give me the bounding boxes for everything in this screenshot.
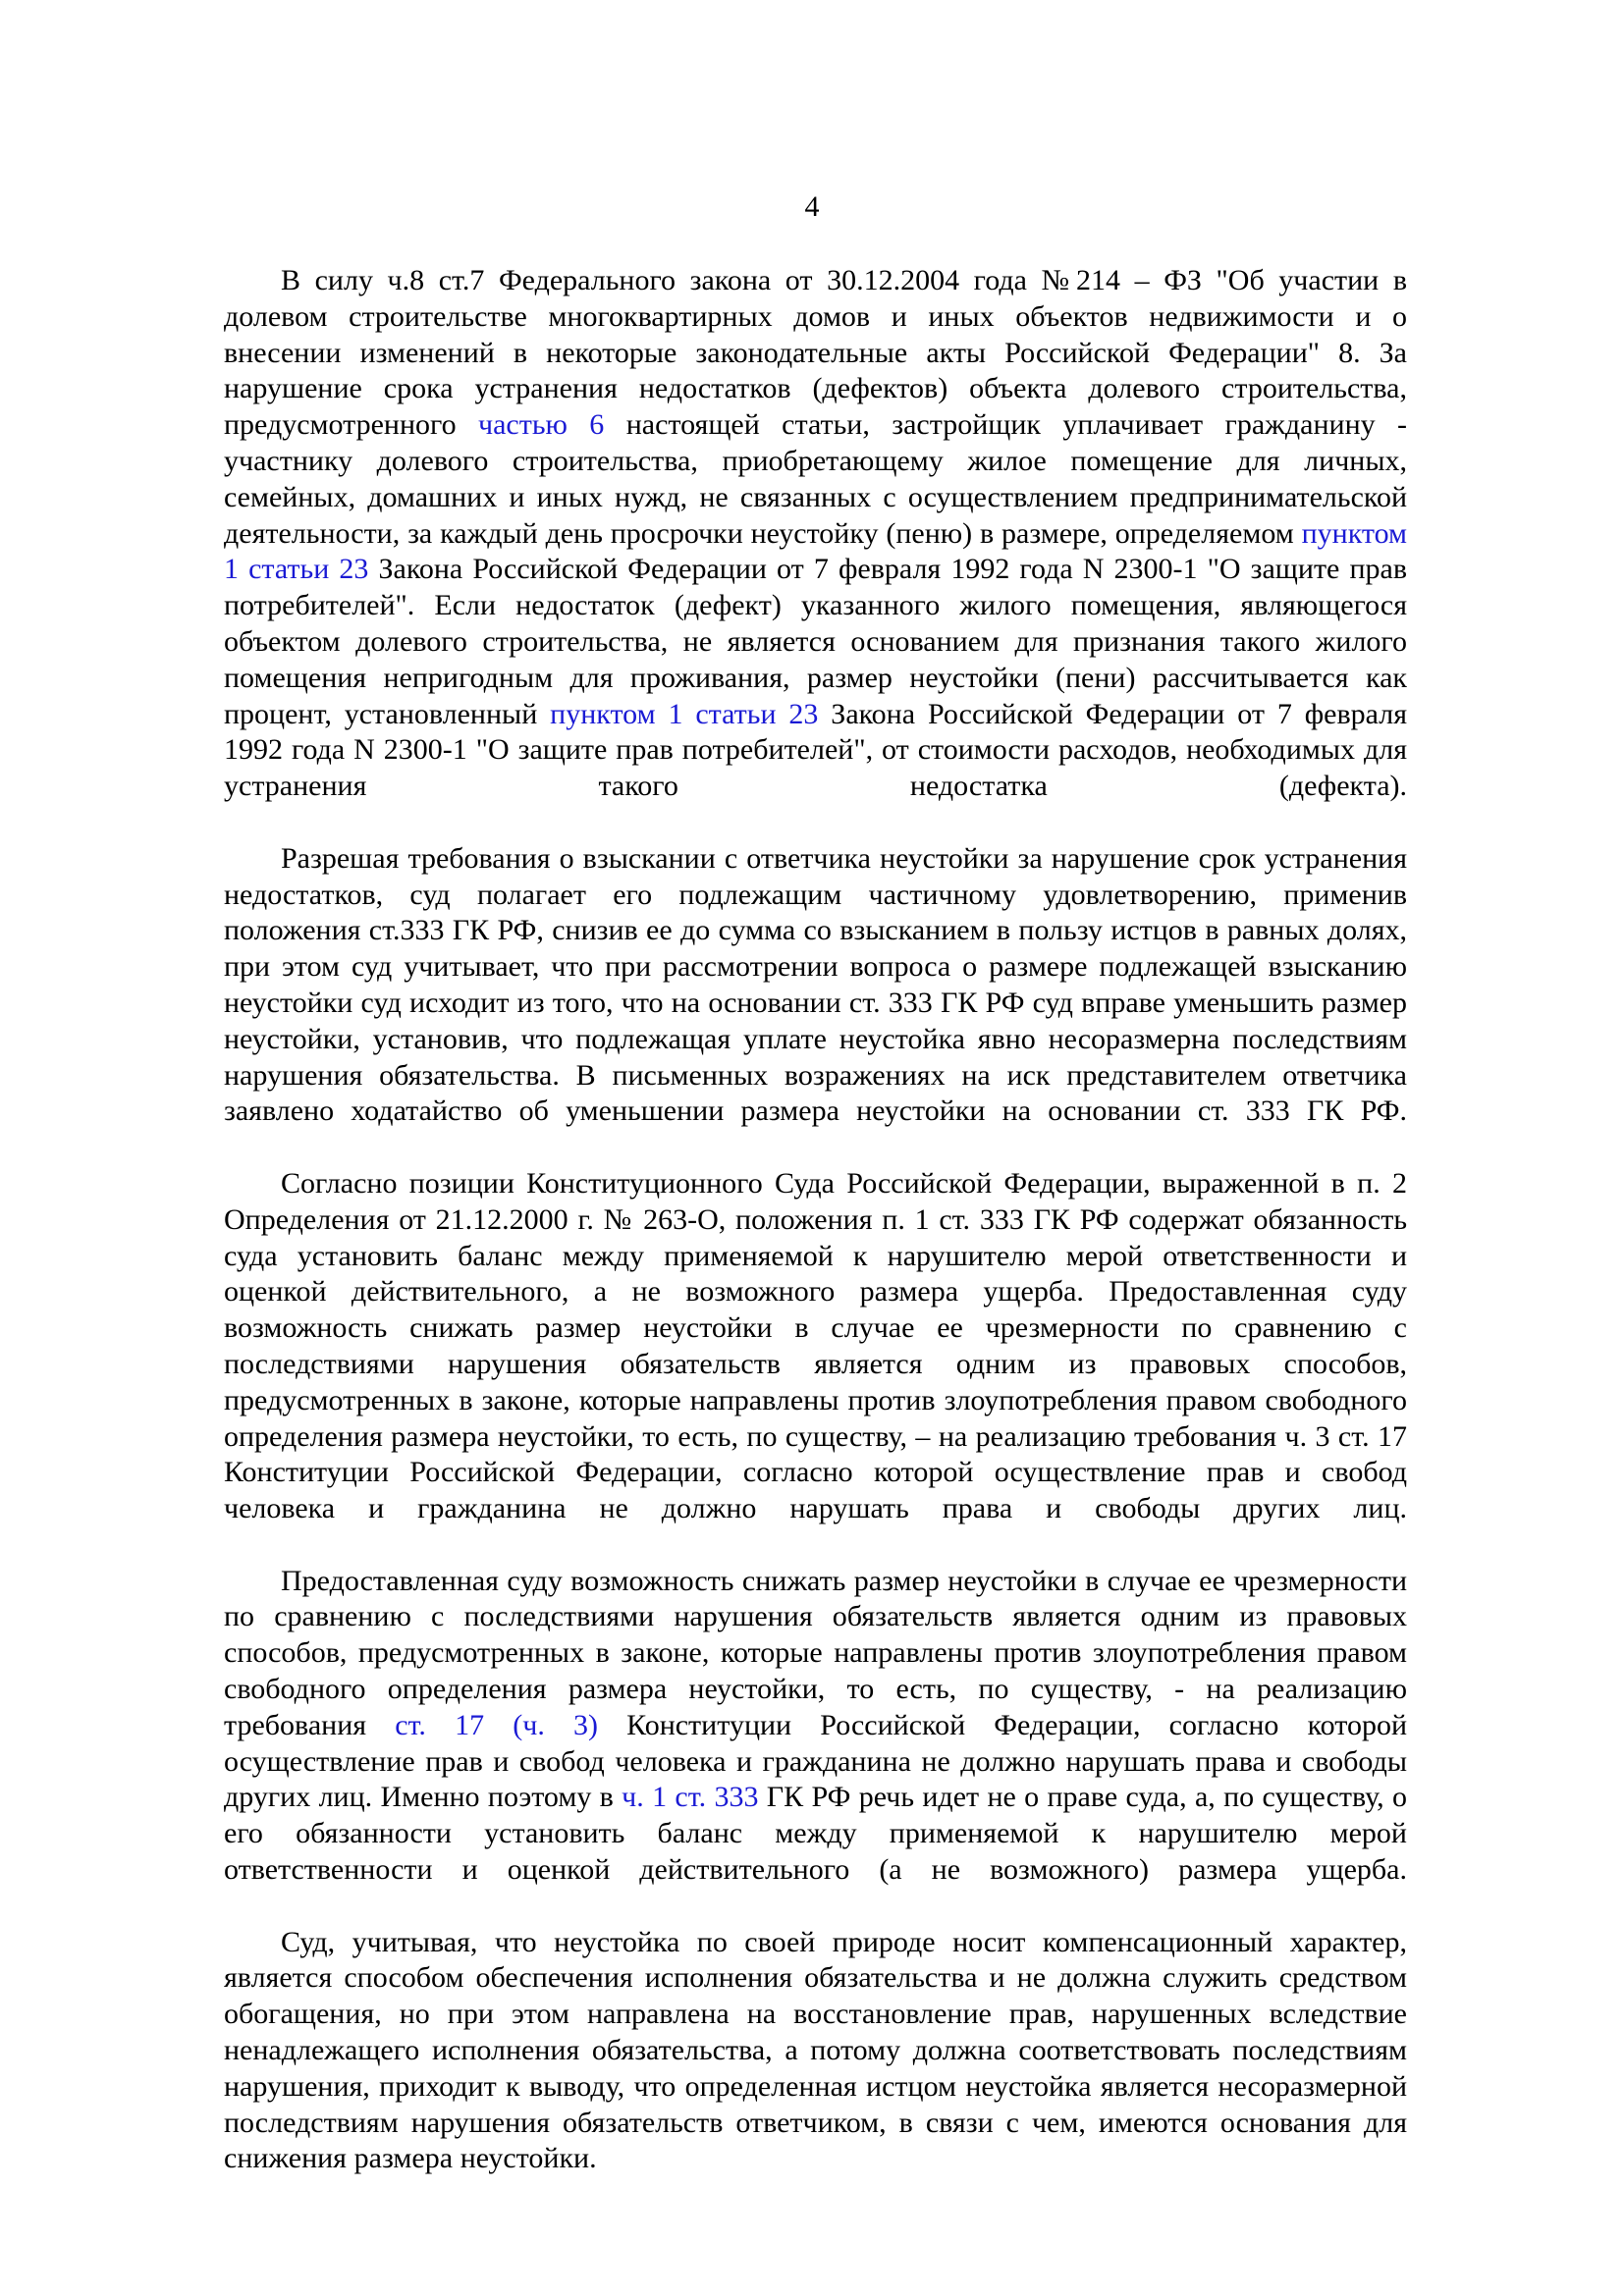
legal-reference-link[interactable]: пунктом 1 статьи 23 [224, 516, 1407, 586]
paragraph-text: настоящей статьи, застройщик уплачивает гражданину - участнику долевого строительства, приобретающему жилое помещение для личных, семейных, домашних и иных нужд, не связанных с осуществлением предпринимательской деятельности, за каждый день просрочки неустойку (пеню) в размере, определяемом [224, 408, 1408, 550]
paragraph-text: Закона Российской Федерации от 7 февраля 1992 года N 2300-1 "О защите прав потребителей". Если недостаток (дефект) указанного жилого помещения, являющегося объектом долевого строительства, не является основанием для признания такого жилого помещения непригодным для проживания, размер неустойки (пени) рассчитывается как процент, установленный [224, 553, 1408, 730]
document-body [224, 263, 1407, 2177]
paragraph-text: Суд, учитывая, что неустойка по своей природе носит компенсационный характер, является способом обеспечения исполнения обязательства и не должна служить средством обогащения, но при этом направлена на восстановление прав, нарушенных вследствие ненадлежащего исполнения обязательства, а потому должна соответствовать последствиям нарушения, приходит к выводу, что определенная истцом неустойка является несоразмерной последствиям нарушения обязательств ответчиком, в связи с чем, имеются основания для снижения размера неустойки. [224, 1925, 1407, 2175]
paragraph-text: Конституции Российской Федерации, согласно которой осуществление прав и свобод человека и гражданина не должно нарушать права и свободы других лиц. Именно поэтому в [224, 1708, 1408, 1814]
paragraph-text: Согласно позиции Конституционного Суда Российской Федерации, выраженной в п. 2 Определения от 21.12.2000 г. № 263-О, положения п. 1 ст. 333 ГК РФ содержат обязанность суда установить баланс между применяемой к нарушителю мерой ответственности и оценкой действительного, а не возможного размера ущерба. Предоставленная суду возможность снижать размер неустойки в случае ее чрезмерности по сравнению с последствиями нарушения обязательств является одним из правовых способов, предусмотренных в законе, которые направлены против злоупотребления правом свободного определения размера неустойки, то есть, по существу, – на реализацию требования ч. 3 ст. 17 Конституции Российской Федерации, согласно которой осуществление прав и свобод человека и гражданина не должно нарушать права и свободы других лиц. [224, 1166, 1407, 1525]
paragraph [224, 1166, 1407, 1564]
paragraph-text: Разрешая требования о взыскании с ответчика неустойки за нарушение срок устранения недостатков, суд полагает его подлежащим частичному удовлетворению, применив положения ст.333 ГК РФ, снизив ее до сумма со взысканием в пользу истцов в равных долях, при этом суд учитывает, что при рассмотрении вопроса о размере подлежащей взысканию неустойки суд исходит из того, что на основании ст. 333 ГК РФ суд вправе уменьшить размер неустойки, установив, что подлежащая уплате неустойка явно несоразмерна последствиям нарушения обязательства. В письменных возражениях на иск представителем ответчика заявлено ходатайство об уменьшении размера неустойки на основании ст. 333 ГК РФ. [224, 841, 1407, 1128]
paragraph [224, 1564, 1407, 1925]
paragraph-text: ГК РФ речь идет не о праве суда, а, по существу, о его обязанности установить баланс между применяемой к нарушителю мерой ответственности и оценкой действительного (а не возможного) размера ущерба. [224, 1781, 1407, 1887]
legal-reference-link[interactable]: пунктом 1 статьи 23 [550, 697, 819, 730]
paragraph [224, 263, 1407, 841]
paragraph [224, 1925, 1407, 2178]
legal-reference-link[interactable]: ч. 1 ст. 333 [622, 1781, 759, 1814]
legal-reference-link[interactable]: ст. 17 (ч. 3) [395, 1708, 598, 1741]
legal-reference-link[interactable]: частью 6 [478, 408, 605, 442]
paragraph-text: Предоставленная суду возможность снижать размер неустойки в случае ее чрезмерности по сравнению с последствиями нарушения обязательств является одним из правовых способов, предусмотренных в законе, которые направлены против злоупотребления правом свободного определения размера неустойки, то есть, по существу, - на реализацию требования [224, 1564, 1407, 1741]
paragraph-text: Закона Российской Федерации от 7 февраля 1992 года N 2300-1 "О защите прав потребителей", от стоимости расходов, необходимых для устранения такого недостатка (дефекта). [224, 697, 1407, 803]
page-number: 4 [804, 190, 820, 223]
paragraph [224, 841, 1407, 1166]
paragraph-text: В силу ч.8 ст.7 Федерального закона от 30.12.2004 года №214 – ФЗ "Об участии в долевом строительстве многоквартирных домов и иных объектов недвижимости и о внесении изменений в некоторые законодательные акты Российской Федерации" 8. За нарушение срока устранения недостатков (дефектов) объекта долевого строительства, предусмотренного [224, 264, 1407, 442]
